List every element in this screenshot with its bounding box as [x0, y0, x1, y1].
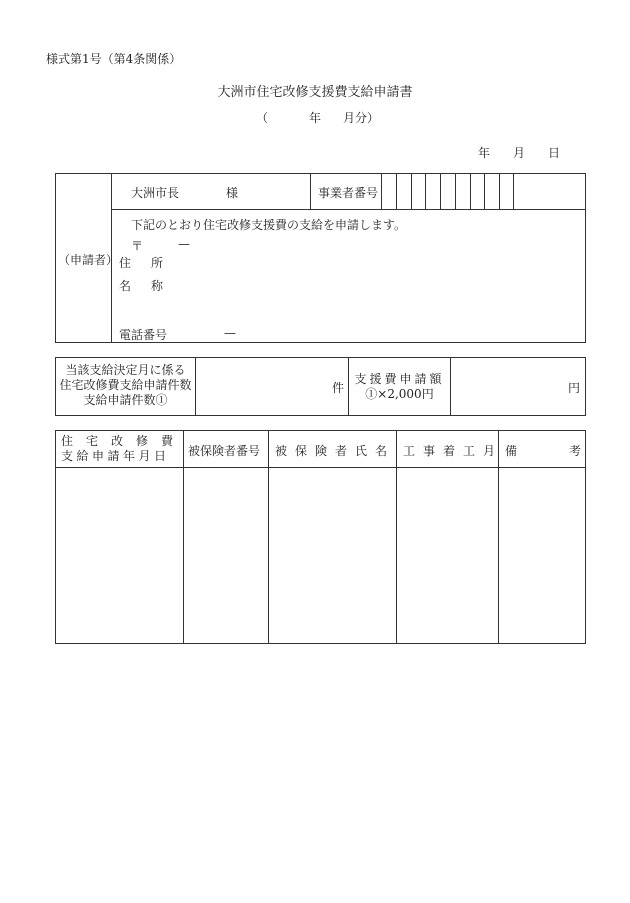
honorific: 様 [226, 186, 239, 200]
addressee: 大洲市長 [131, 186, 180, 200]
form-id: 様式第1号（第4条関係） [46, 52, 182, 66]
postal-dash: — [178, 237, 190, 251]
phone-label: 電話番号 [119, 328, 168, 342]
page-title: 大洲市住宅改修支援費支給申請書 [217, 85, 413, 100]
application-statement: 下記のとおり住宅改修支援費の支給を申請します。 [131, 218, 407, 232]
header-remarks-2: 考 [569, 444, 582, 458]
application-count-label: 当該支給決定月に係る 住宅改修費支給申請件数 支給申請件数① [59, 363, 192, 407]
count-unit: 件 [332, 381, 345, 395]
applicant-label: （申請者） [58, 253, 119, 267]
header-construction-month: 工事着工月 [403, 444, 504, 458]
header-insured-name: 被保険者氏名 [275, 444, 396, 458]
header-remarks-1: 備 [505, 444, 518, 458]
support-amount-label: 支援費申請額 ①×2,000円 [354, 372, 445, 401]
name-label: 名 称 [119, 279, 163, 293]
header-application-date: 住宅改修費 支給申請年月日 [61, 434, 187, 463]
phone-dash: — [224, 326, 236, 340]
business-number-label: 事業者番号 [318, 186, 379, 200]
postal-mark: 〒 [131, 239, 144, 253]
address-label: 住 所 [119, 256, 163, 270]
header-insured-number: 被保険者番号 [188, 444, 261, 458]
amount-unit: 円 [568, 381, 581, 395]
